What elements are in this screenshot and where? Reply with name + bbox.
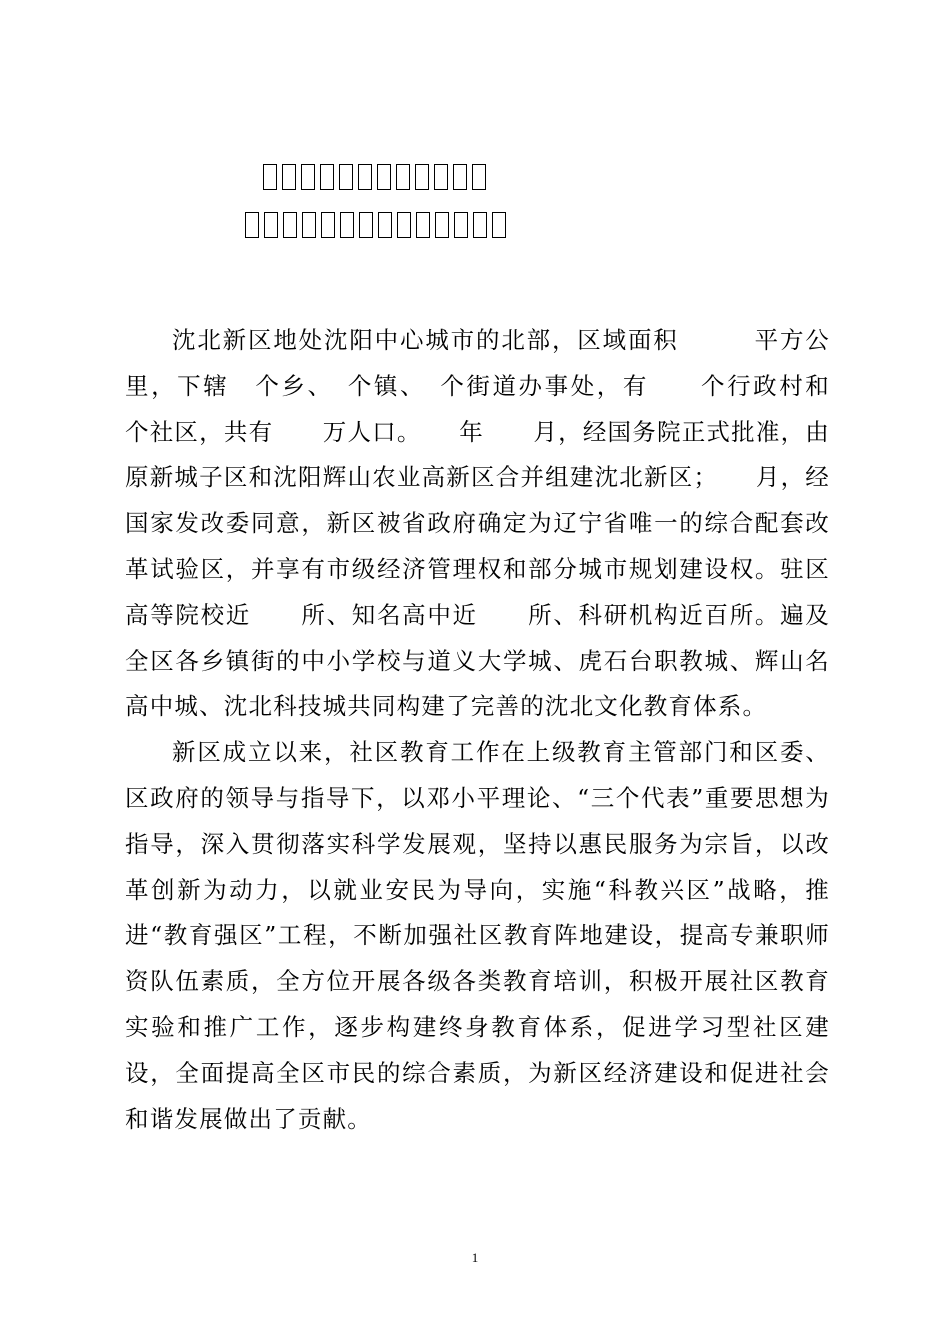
title-glyph-box [320,164,334,190]
title-glyph-box [321,212,335,238]
document-body [125,318,880,1142]
title-glyph-box [396,164,410,190]
title-glyph-box [435,212,449,238]
title-glyph-box [301,164,315,190]
title-glyph-box [473,212,487,238]
title-glyph-box [492,212,506,238]
body-paragraph-2: 新区成立以来，社区教育工作在上级教育主管部门和区委、区政府的领导与指导下，以邓小平理论、“三个代表”重要思想为指导，深入贯彻落实科学发展观，坚持以惠民服务为宗旨，以改革创新为动力，以就业安民为导向，实施“科教兴区”战略，推进“教育强区”工程，不断加强社区教育阵地建设，提高专兼职师资队伍素质，全方位开展各级各类教育培训，积极开展社区教育实验和推广工作，逐步构建终身教育体系，促进学习型社区建设，全面提高全区市民的综合素质，为新区经济建设和促进社会和谐发展做出了贡献。 [125,738,830,1133]
title-glyph-box [434,164,448,190]
title-glyph-box [416,212,430,238]
title-glyph-box [415,164,429,190]
title-glyph-box [358,164,372,190]
title-line-2 [245,212,508,252]
title-glyph-box [340,212,354,238]
title-glyph-box [359,212,373,238]
title-glyph-box [282,164,296,190]
title-glyph-box [454,212,468,238]
title-glyph-box [263,164,277,190]
title-glyph-box [377,164,391,190]
title-glyph-box [378,212,392,238]
title-line-1 [263,164,488,204]
title-glyph-box [472,164,486,190]
title-glyph-box [283,212,297,238]
title-glyph-box [302,212,316,238]
page-number: 1 [471,1250,479,1265]
title-glyph-box [339,164,353,190]
title-glyph-box [453,164,467,190]
title-glyph-box [397,212,411,238]
body-paragraph-1: 沈北新区地处沈阳中心城市的北部，区域面积 平方公里，下辖 个乡、 个镇、 个街道办事处，有 个行政村和 个社区，共有 万人口。 年 月，经国务院正式批准，由原新城子区和沈阳辉山农业高新区合并组建沈北新区； 月，经国家发改委同意，新区被省政府确定为辽宁省唯一的综合配套改革试验区，并享有市级经济管理权和部分城市规划建设权。驻区高等院校近 所、知名高中近 所、科研机构近百所。遍及全区各乡镇街的中小学校与道义大学城、虎石台职教城、辉山名高中城、沈北科技城共同构建了完善的沈北文化教育体系。 [125,326,880,721]
title-glyph-box [264,212,278,238]
title-glyph-box [245,212,259,238]
